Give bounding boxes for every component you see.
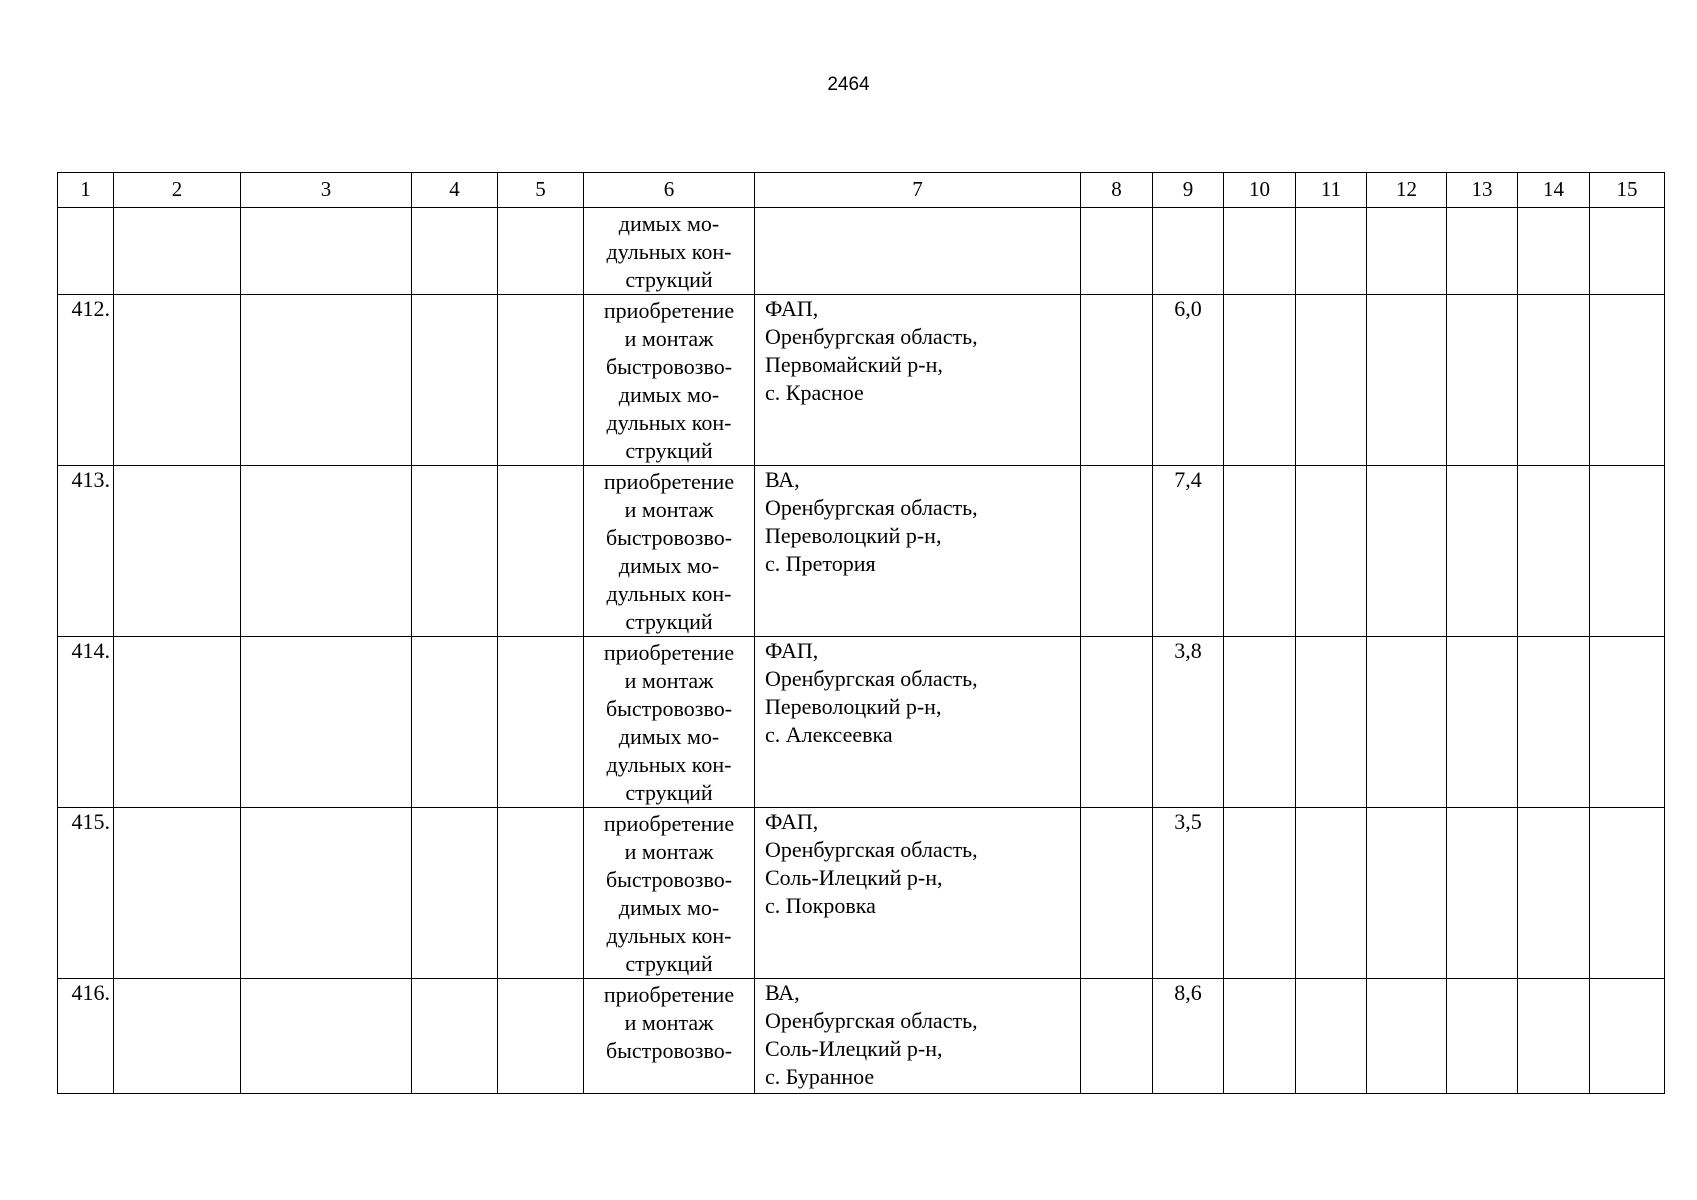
table-cell: [498, 208, 584, 295]
location-cell: [755, 979, 1081, 1094]
table-cell: [1518, 466, 1590, 637]
table-cell: [1367, 808, 1447, 979]
table-cell: [498, 295, 584, 466]
column-header: 15: [1590, 173, 1665, 208]
work-type-line: дульных кон-: [606, 581, 732, 606]
table-cell: [412, 808, 498, 979]
location-line: с. Красное: [765, 380, 864, 405]
table-cell: [1590, 808, 1665, 979]
work-type-line: дульных кон-: [606, 239, 732, 264]
table-cell: [498, 466, 584, 637]
work-type-line: быстровозво-: [605, 354, 733, 379]
value-cell: 3,5: [1153, 808, 1224, 979]
table-row: [58, 808, 1665, 979]
table-cell: [1590, 295, 1665, 466]
work-type-cell: [584, 466, 755, 637]
work-type-line: димых мо-: [618, 724, 720, 749]
table-cell: [1518, 295, 1590, 466]
table-cell: [1367, 208, 1447, 295]
table-cell: [1367, 979, 1447, 1094]
header-row: [58, 173, 1665, 208]
work-type-line: димых мо-: [618, 211, 720, 236]
table-cell: [241, 637, 412, 808]
table-cell: [412, 637, 498, 808]
work-type-line: приобретение: [603, 982, 735, 1007]
column-header: 8: [1081, 173, 1153, 208]
table-cell: [498, 979, 584, 1094]
table-row: [58, 979, 1665, 1094]
table-cell: [1296, 466, 1367, 637]
table-cell: [114, 808, 241, 979]
table-cell: [114, 208, 241, 295]
column-header: 4: [412, 173, 498, 208]
table-cell: [1447, 466, 1518, 637]
page-number: 2464: [827, 74, 870, 95]
location-line: Первомайский р-н,: [765, 352, 943, 377]
table-cell: [1296, 208, 1367, 295]
table-cell: [1367, 637, 1447, 808]
work-type-cell: [584, 637, 755, 808]
table-cell: [1081, 808, 1153, 979]
table-cell: [1367, 466, 1447, 637]
row-number: 416.: [58, 979, 114, 1094]
location-line: с. Алексеевка: [765, 722, 893, 747]
data-table: [57, 172, 1665, 1094]
work-type-line: и монтаж: [624, 839, 714, 864]
location-line: ФАП,: [765, 809, 819, 834]
value-cell: 7,4: [1153, 466, 1224, 637]
table-cell: [1224, 466, 1296, 637]
table-cell: [498, 808, 584, 979]
table-cell: [1296, 295, 1367, 466]
work-type-line: быстровозво-: [605, 696, 733, 721]
work-type-cell: [584, 208, 755, 295]
table-cell: [1224, 208, 1296, 295]
row-number: 413.: [58, 466, 114, 637]
table-row: [58, 637, 1665, 808]
work-type-line: и монтаж: [624, 1010, 714, 1035]
table-cell: [1224, 295, 1296, 466]
table-cell: [1518, 979, 1590, 1094]
column-header: 1: [58, 173, 114, 208]
work-type-line: димых мо-: [618, 895, 720, 920]
table-cell: [1590, 979, 1665, 1094]
column-header: 6: [584, 173, 755, 208]
work-type-line: струкций: [625, 267, 713, 292]
value-cell: 3,8: [1153, 637, 1224, 808]
work-type-cell: [584, 808, 755, 979]
value-cell: 8,6: [1153, 979, 1224, 1094]
table-row: [58, 295, 1665, 466]
table-row-continuation: [58, 208, 1665, 295]
location-line: ФАП,: [765, 638, 819, 663]
work-type-cell: [584, 295, 755, 466]
table-cell: [241, 466, 412, 637]
table-cell: [1081, 295, 1153, 466]
location-line: Оренбургская область,: [765, 666, 978, 691]
work-type-line: приобретение: [603, 811, 735, 836]
column-header: 9: [1153, 173, 1224, 208]
location-line: Соль-Илецкий р-н,: [765, 865, 943, 890]
location-line: Переволоцкий р-н,: [765, 523, 942, 548]
work-type-line: приобретение: [603, 298, 735, 323]
table-cell: [412, 295, 498, 466]
value-cell: 6,0: [1153, 295, 1224, 466]
table-cell: [1447, 979, 1518, 1094]
table-cell: [498, 637, 584, 808]
work-type-line: димых мо-: [618, 553, 720, 578]
work-type-line: димых мо-: [618, 382, 720, 407]
table-cell: [1447, 208, 1518, 295]
location-cell: [755, 295, 1081, 466]
table-cell: [114, 979, 241, 1094]
table-cell: [1224, 808, 1296, 979]
work-type-line: и монтаж: [624, 326, 714, 351]
location-line: Оренбургская область,: [765, 1008, 978, 1033]
table-cell: [1447, 637, 1518, 808]
location-line: с. Буранное: [765, 1064, 875, 1089]
row-number: 412.: [58, 295, 114, 466]
location-line: ВА,: [765, 980, 800, 1005]
table-cell: [755, 208, 1081, 295]
work-type-line: быстровозво-: [605, 1038, 733, 1063]
table-cell: [1296, 808, 1367, 979]
work-type-line: быстровозво-: [605, 525, 733, 550]
table-cell: [114, 295, 241, 466]
work-type-line: приобретение: [603, 640, 735, 665]
location-line: ВА,: [765, 467, 800, 492]
table-cell: [1367, 295, 1447, 466]
location-cell: [755, 466, 1081, 637]
table-cell: [1153, 208, 1224, 295]
table-cell: [241, 979, 412, 1094]
table-row: [58, 466, 1665, 637]
table-cell: [1518, 808, 1590, 979]
column-header: 11: [1296, 173, 1367, 208]
table-cell: [241, 808, 412, 979]
column-header: 10: [1224, 173, 1296, 208]
table-cell: [1081, 979, 1153, 1094]
location-line: Переволоцкий р-н,: [765, 694, 942, 719]
location-line: ФАП,: [765, 296, 819, 321]
column-header: 3: [241, 173, 412, 208]
location-line: Оренбургская область,: [765, 837, 978, 862]
location-line: Соль-Илецкий р-н,: [765, 1036, 943, 1061]
work-type-line: и монтаж: [624, 497, 714, 522]
table-cell: [1590, 466, 1665, 637]
table-cell: [241, 208, 412, 295]
work-type-line: быстровозво-: [605, 867, 733, 892]
table-cell: [1518, 208, 1590, 295]
work-type-line: дульных кон-: [606, 410, 732, 435]
table-cell: [1590, 208, 1665, 295]
table-cell: [412, 466, 498, 637]
column-header: 7: [755, 173, 1081, 208]
table-cell: [1518, 637, 1590, 808]
column-header: 13: [1447, 173, 1518, 208]
table-cell: [241, 295, 412, 466]
column-header: 2: [114, 173, 241, 208]
table-cell: [1224, 637, 1296, 808]
work-type-cell: [584, 979, 755, 1094]
row-number: 414.: [58, 637, 114, 808]
location-line: с. Претория: [765, 551, 876, 576]
table-cell: [1081, 208, 1153, 295]
location-cell: [755, 637, 1081, 808]
table-cell: [412, 979, 498, 1094]
work-type-line: дульных кон-: [606, 752, 732, 777]
work-type-line: струкций: [625, 780, 713, 805]
table-cell: [1447, 295, 1518, 466]
work-type-line: и монтаж: [624, 668, 714, 693]
table-cell: [1590, 637, 1665, 808]
location-line: Оренбургская область,: [765, 324, 978, 349]
table-cell: [114, 637, 241, 808]
table-cell: [1081, 466, 1153, 637]
row-number: 415.: [58, 808, 114, 979]
table-cell: [1296, 979, 1367, 1094]
location-line: Оренбургская область,: [765, 495, 978, 520]
work-type-line: приобретение: [603, 469, 735, 494]
work-type-line: дульных кон-: [606, 923, 732, 948]
column-header: 12: [1367, 173, 1447, 208]
table-cell: [1224, 979, 1296, 1094]
table-cell: [1447, 808, 1518, 979]
table-cell: [1081, 637, 1153, 808]
work-type-line: струкций: [625, 951, 713, 976]
table-cell: [114, 466, 241, 637]
column-header: 5: [498, 173, 584, 208]
column-header: 14: [1518, 173, 1590, 208]
table-cell: [58, 208, 114, 295]
table-cell: [412, 208, 498, 295]
location-line: с. Покровка: [765, 893, 876, 918]
work-type-line: струкций: [625, 438, 713, 463]
work-type-line: струкций: [625, 609, 713, 634]
location-cell: [755, 808, 1081, 979]
table-cell: [1296, 637, 1367, 808]
